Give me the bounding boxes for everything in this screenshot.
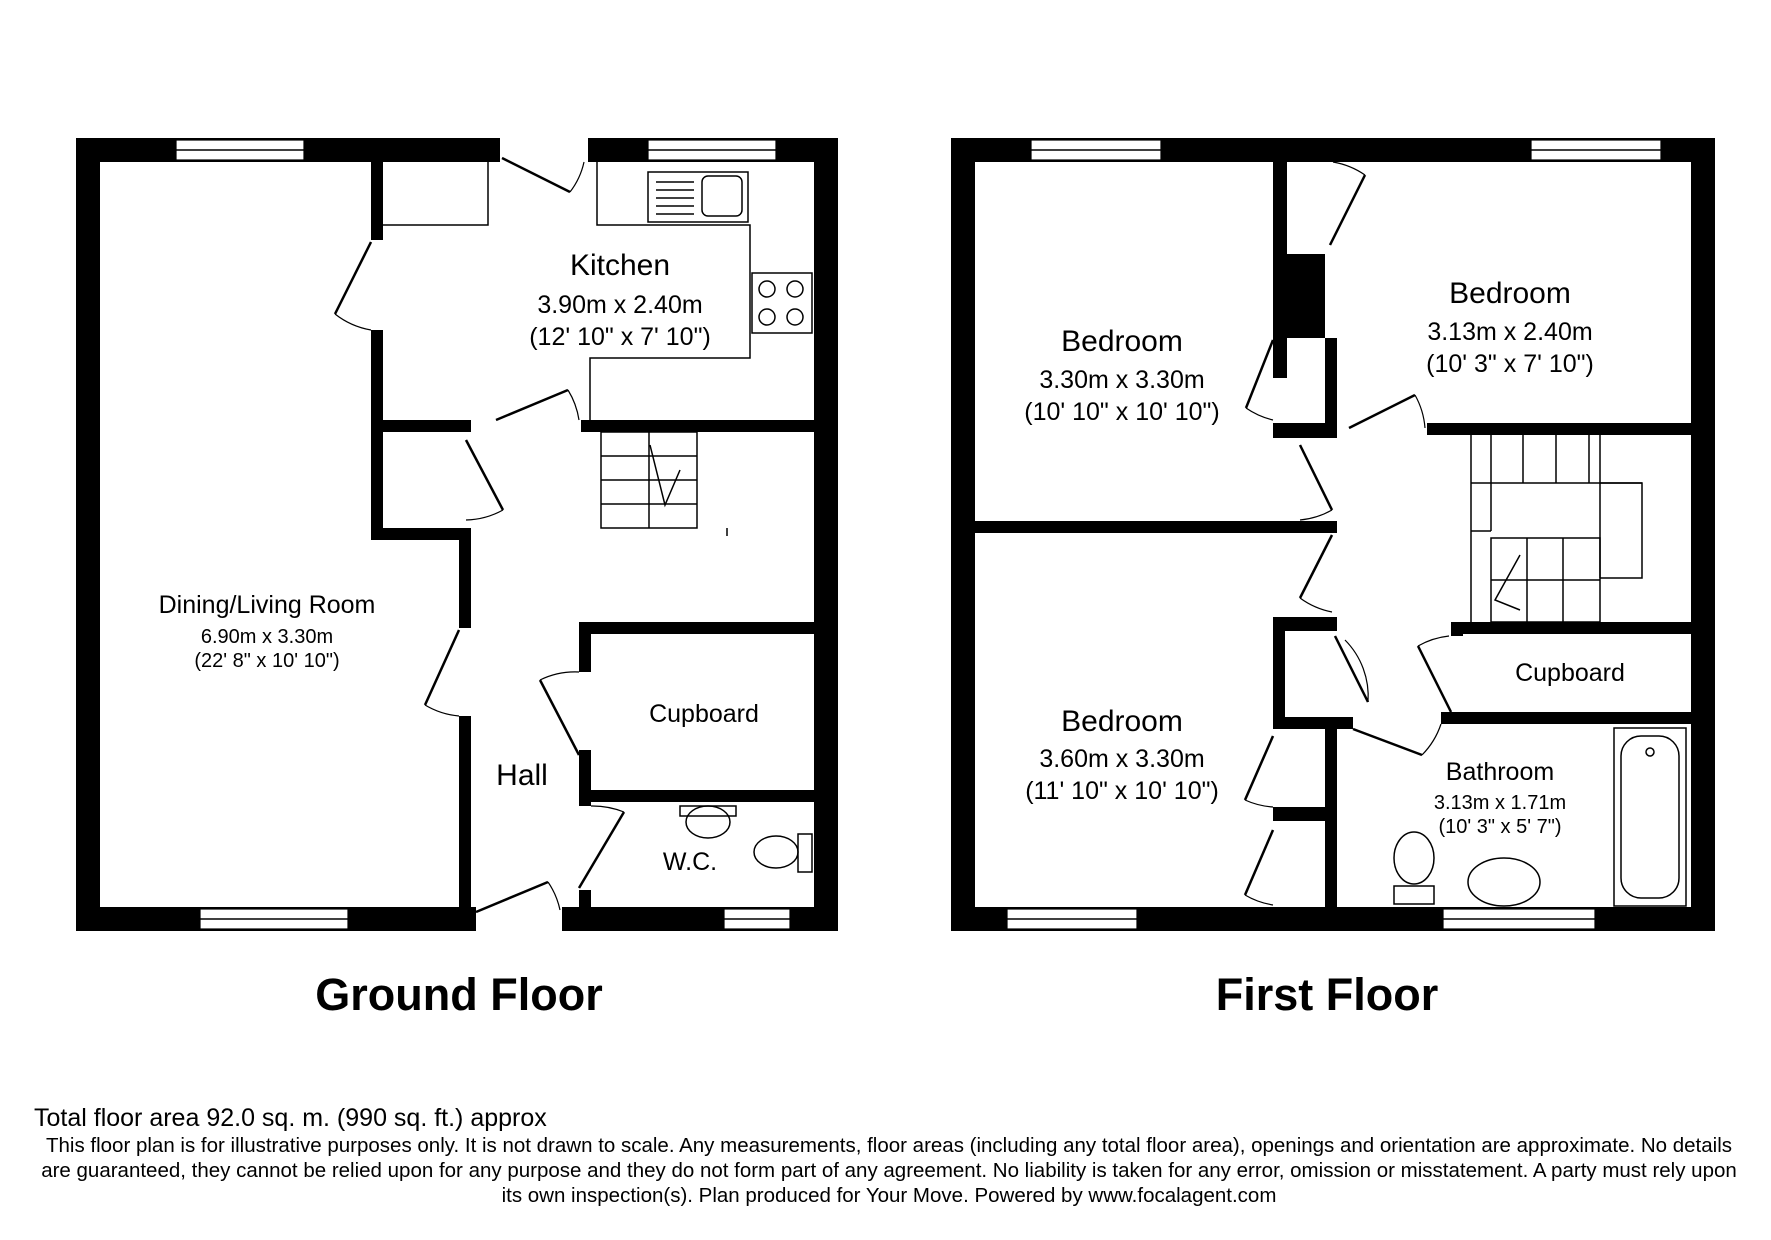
- ground-floor-title: Ground Floor: [315, 969, 603, 1020]
- ground-cupboard-name: Cupboard: [649, 700, 759, 728]
- bedroom-front-left-name: Bedroom: [1061, 325, 1183, 358]
- total-floor-area: Total floor area 92.0 sq. m. (990 sq. ft.) approx: [34, 1104, 547, 1132]
- bedroom-front-left-imperial: (10' 10" x 10' 10"): [1024, 398, 1220, 426]
- first-floor-title: First Floor: [1215, 969, 1439, 1020]
- disclaimer-text: This floor plan is for illustrative purposes only. It is not drawn to scale. Any measurements, floor areas (including any total floor area), openings and orientation are approximate. No details are guaranteed, they cannot be relied upon for any purpose and they do not form part of any agreement. No liability is taken for any error, omission or misstatement. A party must rely upon its own inspection(s). Plan produced for Your Move. Powered by www.focalagent.com: [41, 1134, 1737, 1207]
- hall-name: Hall: [496, 759, 548, 792]
- dining-living-imperial: (22' 8" x 10' 10"): [194, 650, 340, 672]
- first-cupboard-name: Cupboard: [1515, 659, 1625, 687]
- kitchen-name: Kitchen: [569, 249, 671, 282]
- first-floor-plan: [951, 138, 1715, 931]
- kitchen-imperial: (12' 10" x 7' 10"): [529, 323, 711, 351]
- bathroom-name: Bathroom: [1445, 758, 1555, 786]
- bathroom-imperial: (10' 3" x 5' 7"): [1438, 816, 1562, 838]
- dining-living-name: Dining/Living Room: [158, 591, 376, 619]
- bedroom-front-left-metric: 3.30m x 3.30m: [1039, 366, 1205, 394]
- bedroom-front-right-metric: 3.13m x 2.40m: [1427, 318, 1593, 346]
- bedroom-rear-name: Bedroom: [1061, 705, 1183, 738]
- dining-living-metric: 6.90m x 3.30m: [200, 626, 334, 648]
- ground-floor-plan: [76, 136, 838, 933]
- bedroom-front-right-name: Bedroom: [1449, 277, 1571, 310]
- wc-name: W.C.: [662, 848, 718, 876]
- bedroom-rear-imperial: (11' 10" x 10' 10"): [1025, 777, 1219, 805]
- kitchen-metric: 3.90m x 2.40m: [537, 291, 703, 319]
- bedroom-front-right-imperial: (10' 3" x 7' 10"): [1426, 350, 1594, 378]
- bedroom-rear-metric: 3.60m x 3.30m: [1039, 745, 1205, 773]
- footer: [34, 1103, 1744, 1208]
- bathroom-metric: 3.13m x 1.71m: [1433, 792, 1567, 814]
